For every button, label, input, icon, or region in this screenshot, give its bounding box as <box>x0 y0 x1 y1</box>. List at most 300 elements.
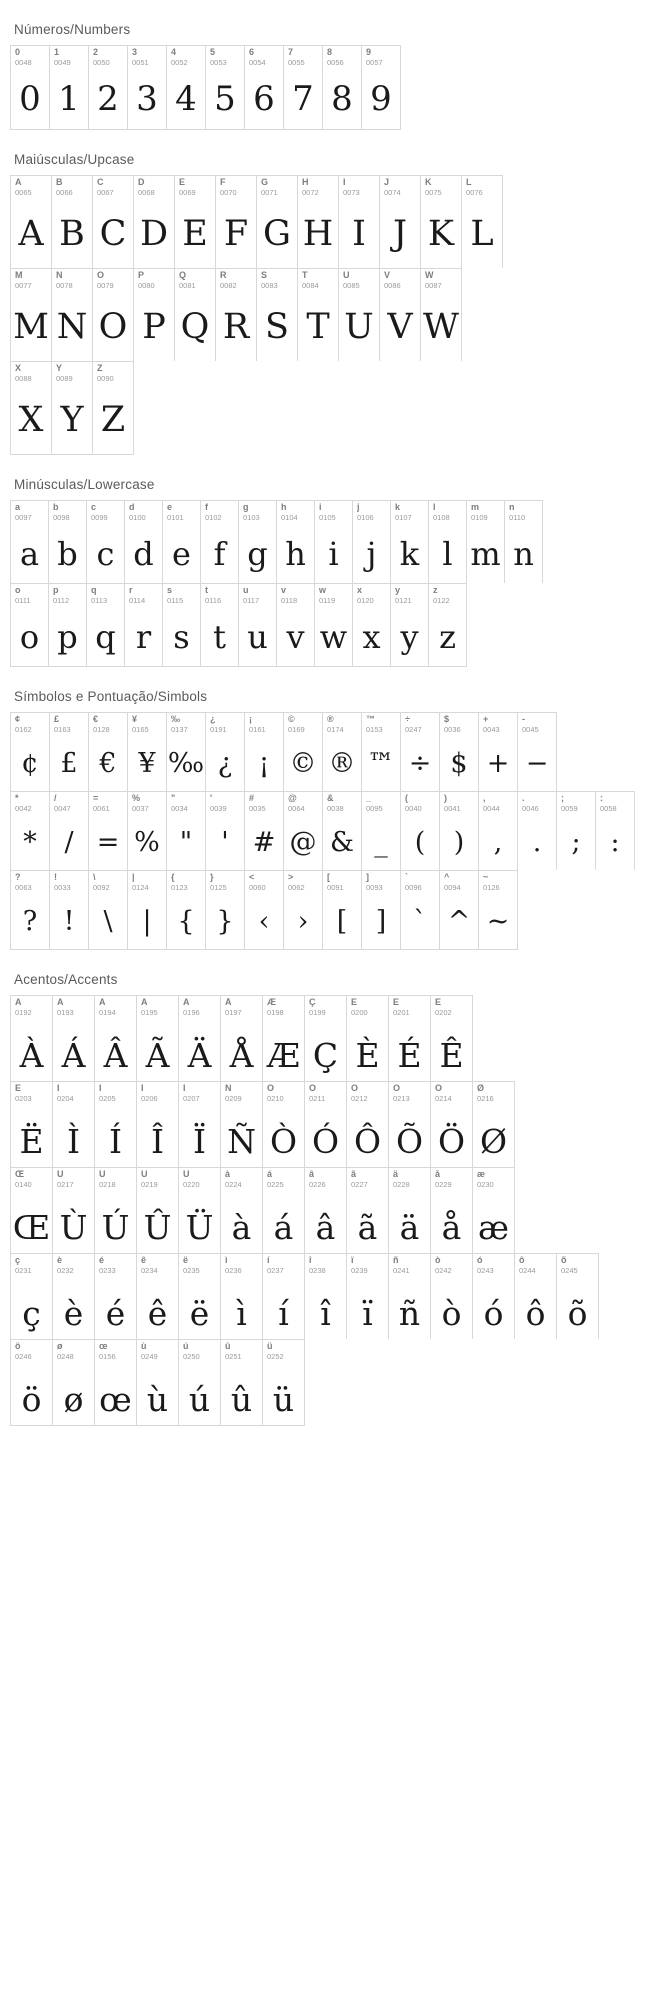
glyph-header <box>479 713 517 736</box>
glyph-preview: T <box>306 306 330 347</box>
glyph-cell[interactable] <box>134 269 175 361</box>
glyph-code: 0053 <box>210 59 227 67</box>
glyph-name: < <box>249 873 255 882</box>
glyph-cell[interactable] <box>125 584 163 666</box>
glyph-header <box>89 792 127 815</box>
glyph-cell[interactable] <box>53 1168 95 1253</box>
glyph-cell[interactable] <box>362 46 401 129</box>
glyph-cell[interactable] <box>305 1168 347 1253</box>
glyph-code: 0214 <box>435 1095 452 1103</box>
glyph-code: 0093 <box>366 884 383 892</box>
glyph-code: 0083 <box>261 282 278 290</box>
glyph-preview: ú <box>188 1380 211 1419</box>
glyph-cell[interactable] <box>263 1254 305 1339</box>
glyph-cell[interactable] <box>137 1254 179 1339</box>
glyph-preview: Ò <box>269 1122 298 1161</box>
glyph-cell[interactable] <box>201 584 239 666</box>
glyph-cell[interactable] <box>206 871 245 949</box>
glyph-cell[interactable] <box>128 713 167 791</box>
glyph-preview: Ë <box>19 1122 44 1161</box>
glyph-code: 0192 <box>15 1009 32 1017</box>
glyph-header <box>391 501 428 524</box>
glyph-cell[interactable] <box>362 871 401 949</box>
glyph-code: 0112 <box>53 597 70 605</box>
glyph-cell[interactable] <box>128 871 167 949</box>
glyph-cell[interactable] <box>87 584 125 666</box>
glyph-name: $ <box>444 715 450 724</box>
glyph-name: Ü <box>183 1170 190 1179</box>
glyph-preview: d <box>133 534 154 573</box>
glyph-cell[interactable] <box>305 996 347 1081</box>
glyph-cell[interactable] <box>167 46 206 129</box>
glyph-cell[interactable] <box>284 871 323 949</box>
glyph-name: a <box>15 503 21 512</box>
glyph-cell[interactable] <box>479 792 518 870</box>
glyph-cell[interactable] <box>50 871 89 949</box>
glyph-cell[interactable] <box>284 713 323 791</box>
glyph-cell[interactable] <box>50 46 89 129</box>
glyph-cell[interactable] <box>347 996 389 1081</box>
glyph-cell[interactable] <box>53 996 95 1081</box>
glyph-cell[interactable] <box>239 584 277 666</box>
glyph-cell[interactable] <box>95 1340 137 1425</box>
glyph-cell[interactable] <box>179 1340 221 1425</box>
glyph-code: 0226 <box>309 1181 326 1189</box>
glyph-header <box>206 713 244 736</box>
glyph-preview: ì <box>236 1294 247 1333</box>
glyph-cell[interactable] <box>380 269 421 361</box>
glyph-cell[interactable] <box>298 176 339 268</box>
glyph-preview: ; <box>571 827 581 858</box>
glyph-name: ã <box>351 1170 357 1179</box>
glyph-cell[interactable] <box>305 1254 347 1339</box>
glyph-cell[interactable] <box>134 176 175 268</box>
glyph-code: 0062 <box>288 884 305 892</box>
glyph-preview: á <box>273 1208 294 1247</box>
glyph-cell[interactable] <box>429 584 467 666</box>
glyph-cell[interactable] <box>49 584 87 666</box>
glyph-name: u <box>243 586 249 595</box>
glyph-preview: o <box>19 617 40 656</box>
glyph-name: n <box>509 503 515 512</box>
glyph-header <box>128 792 166 815</box>
glyph-cell[interactable] <box>347 1254 389 1339</box>
glyph-code: 0089 <box>56 375 73 383</box>
glyph-row <box>10 268 462 361</box>
glyph-cell[interactable] <box>347 1168 389 1253</box>
glyph-cell[interactable] <box>245 871 284 949</box>
glyph-code: 0042 <box>15 805 32 813</box>
glyph-cell[interactable] <box>315 584 353 666</box>
glyph-cell[interactable] <box>401 871 440 949</box>
glyph-cell[interactable] <box>245 713 284 791</box>
glyph-cell[interactable] <box>479 871 518 949</box>
glyph-cell[interactable] <box>163 584 201 666</box>
glyph-name: ~ <box>483 873 489 882</box>
glyph-preview: ë <box>189 1294 210 1333</box>
glyph-grid <box>0 175 661 455</box>
glyph-code: 0229 <box>435 1181 452 1189</box>
glyph-cell[interactable] <box>431 1082 473 1167</box>
glyph-cell[interactable] <box>245 792 284 870</box>
glyph-code: 0037 <box>132 805 149 813</box>
glyph-cell[interactable] <box>137 996 179 1081</box>
glyph-cell[interactable] <box>216 176 257 268</box>
glyph-cell[interactable] <box>11 1082 53 1167</box>
glyph-name: k <box>395 503 401 512</box>
glyph-cell[interactable] <box>277 584 315 666</box>
glyph-cell[interactable] <box>53 1082 95 1167</box>
glyph-cell[interactable] <box>505 501 543 583</box>
glyph-cell[interactable] <box>93 176 134 268</box>
glyph-header <box>380 176 420 199</box>
glyph-header <box>52 269 92 292</box>
glyph-cell[interactable] <box>95 1168 137 1253</box>
glyph-cell[interactable] <box>95 1082 137 1167</box>
glyph-cell[interactable] <box>89 792 128 870</box>
glyph-code: 0034 <box>171 805 188 813</box>
glyph-cell[interactable] <box>53 1340 95 1425</box>
glyph-cell[interactable] <box>515 1254 557 1339</box>
glyph-header <box>201 501 238 524</box>
glyph-cell[interactable] <box>93 269 134 361</box>
glyph-cell[interactable] <box>221 1168 263 1253</box>
glyph-code: 0163 <box>54 726 71 734</box>
glyph-header <box>163 501 200 524</box>
glyph-name: } <box>210 873 214 882</box>
glyph-cell[interactable] <box>473 1168 515 1253</box>
glyph-name: ç <box>15 1256 21 1265</box>
glyph-cell[interactable] <box>362 792 401 870</box>
glyph-preview: . <box>532 827 542 858</box>
glyph-cell[interactable] <box>462 176 503 268</box>
glyph-header <box>221 1254 262 1277</box>
glyph-cell[interactable] <box>221 996 263 1081</box>
glyph-cell[interactable] <box>89 713 128 791</box>
glyph-cell[interactable] <box>128 46 167 129</box>
glyph-preview: Ï <box>192 1122 207 1161</box>
glyph-preview: 9 <box>370 79 392 119</box>
glyph-cell[interactable] <box>179 1082 221 1167</box>
glyph-cell[interactable] <box>137 1168 179 1253</box>
glyph-code: 0236 <box>225 1267 242 1275</box>
glyph-cell[interactable] <box>389 996 431 1081</box>
glyph-cell[interactable] <box>440 871 479 949</box>
glyph-name: E <box>179 178 186 187</box>
glyph-cell[interactable] <box>179 996 221 1081</box>
glyph-code: 0111 <box>15 597 31 605</box>
glyph-preview: ç <box>22 1294 41 1333</box>
glyph-header <box>175 176 215 199</box>
glyph-cell[interactable] <box>323 792 362 870</box>
glyph-name: f <box>205 503 208 512</box>
glyph-cell[interactable] <box>175 176 216 268</box>
glyph-cell[interactable] <box>11 792 50 870</box>
glyph-header <box>179 996 220 1019</box>
glyph-cell[interactable] <box>95 996 137 1081</box>
glyph-preview: A <box>18 213 44 254</box>
glyph-cell[interactable] <box>95 1254 137 1339</box>
glyph-cell[interactable] <box>221 1254 263 1339</box>
glyph-cell[interactable] <box>284 46 323 129</box>
glyph-header <box>284 871 322 894</box>
glyph-cell[interactable] <box>362 713 401 791</box>
glyph-cell[interactable] <box>440 713 479 791</box>
glyph-cell[interactable] <box>11 176 52 268</box>
glyph-cell[interactable] <box>440 792 479 870</box>
glyph-cell[interactable] <box>201 501 239 583</box>
glyph-name: J <box>384 178 390 187</box>
glyph-code: 0114 <box>129 597 146 605</box>
glyph-code: 0050 <box>93 59 110 67</box>
glyph-cell[interactable] <box>87 501 125 583</box>
glyph-cell[interactable] <box>305 1082 347 1167</box>
glyph-cell[interactable] <box>179 1168 221 1253</box>
glyph-name: x <box>357 586 363 595</box>
glyph-cell[interactable] <box>353 584 391 666</box>
glyph-cell[interactable] <box>11 996 53 1081</box>
glyph-preview: â <box>315 1208 336 1247</box>
glyph-code: 0059 <box>561 805 578 813</box>
glyph-preview: H <box>302 213 334 254</box>
glyph-cell[interactable] <box>11 713 50 791</box>
glyph-cell[interactable] <box>431 1254 473 1339</box>
glyph-cell[interactable] <box>163 501 201 583</box>
glyph-name: N <box>56 271 63 280</box>
glyph-cell[interactable] <box>137 1082 179 1167</box>
glyph-cell[interactable] <box>257 176 298 268</box>
glyph-cell[interactable] <box>206 713 245 791</box>
glyph-cell[interactable] <box>431 1168 473 1253</box>
glyph-code: 0040 <box>405 805 422 813</box>
glyph-cell[interactable] <box>216 269 257 361</box>
glyph-name: â <box>309 1170 315 1179</box>
glyph-cell[interactable] <box>391 584 429 666</box>
glyph-preview: | <box>142 906 152 937</box>
glyph-cell[interactable] <box>52 176 93 268</box>
glyph-header <box>421 269 461 292</box>
glyph-cell[interactable] <box>50 713 89 791</box>
glyph-cell[interactable] <box>89 46 128 129</box>
glyph-cell[interactable] <box>298 269 339 361</box>
glyph-header <box>52 176 92 199</box>
glyph-cell[interactable] <box>93 362 134 454</box>
glyph-name: U <box>343 271 350 280</box>
glyph-preview: Y <box>60 399 84 440</box>
glyph-cell[interactable] <box>245 46 284 129</box>
glyph-header <box>263 1082 304 1105</box>
glyph-cell[interactable] <box>479 713 518 791</box>
glyph-cell[interactable] <box>315 501 353 583</box>
glyph-cell[interactable] <box>125 501 163 583</box>
glyph-cell[interactable] <box>53 1254 95 1339</box>
glyph-section <box>0 455 661 667</box>
glyph-preview: 1 <box>58 79 80 119</box>
glyph-cell[interactable] <box>473 1254 515 1339</box>
glyph-cell[interactable] <box>206 792 245 870</box>
glyph-cell[interactable] <box>353 501 391 583</box>
glyph-cell[interactable] <box>389 1168 431 1253</box>
glyph-code: 0055 <box>288 59 305 67</box>
glyph-name: G <box>261 178 269 187</box>
glyph-name: Í <box>99 1084 102 1093</box>
glyph-preview: À <box>19 1036 44 1075</box>
glyph-header <box>362 792 400 815</box>
glyph-preview: e <box>172 534 191 573</box>
glyph-name: ä <box>393 1170 399 1179</box>
glyph-code: 0101 <box>167 514 184 522</box>
glyph-code: 0098 <box>53 514 70 522</box>
glyph-code: 0249 <box>141 1353 158 1361</box>
glyph-cell[interactable] <box>206 46 245 129</box>
glyph-header <box>347 1254 388 1277</box>
glyph-cell[interactable] <box>263 996 305 1081</box>
glyph-code: 0196 <box>183 1009 200 1017</box>
glyph-code: 0203 <box>15 1095 32 1103</box>
glyph-name: ó <box>477 1256 483 1265</box>
glyph-code: 0140 <box>15 1181 32 1189</box>
glyph-preview: − <box>525 748 549 779</box>
glyph-cell[interactable] <box>339 176 380 268</box>
section-title: Números/Numbers <box>14 22 131 37</box>
glyph-name: - <box>522 715 525 724</box>
glyph-cell[interactable] <box>518 792 557 870</box>
glyph-preview: P <box>142 306 166 347</box>
glyph-header <box>206 871 244 894</box>
glyph-cell[interactable] <box>421 269 462 361</box>
glyph-cell[interactable] <box>52 362 93 454</box>
glyph-preview: Ñ <box>227 1122 256 1161</box>
glyph-cell[interactable] <box>323 46 362 129</box>
glyph-preview: G <box>263 213 291 254</box>
glyph-cell[interactable] <box>401 792 440 870</box>
glyph-cell[interactable] <box>389 1254 431 1339</box>
glyph-name: C <box>97 178 104 187</box>
glyph-code: 0161 <box>249 726 266 734</box>
glyph-name: 5 <box>210 48 216 57</box>
glyph-cell[interactable] <box>380 176 421 268</box>
glyph-preview: = <box>96 827 120 858</box>
glyph-header <box>380 269 420 292</box>
glyph-preview: ` <box>413 906 427 937</box>
glyph-cell[interactable] <box>11 269 52 361</box>
glyph-cell[interactable] <box>50 792 89 870</box>
glyph-cell[interactable] <box>277 501 315 583</box>
glyph-cell[interactable] <box>11 46 50 129</box>
glyph-cell[interactable] <box>221 1340 263 1425</box>
glyph-code: 0234 <box>141 1267 158 1275</box>
glyph-cell[interactable] <box>137 1340 179 1425</box>
glyph-preview: } <box>216 906 234 937</box>
glyph-cell[interactable] <box>128 792 167 870</box>
glyph-cell[interactable] <box>391 501 429 583</box>
glyph-cell[interactable] <box>11 501 49 583</box>
glyph-cell[interactable] <box>323 713 362 791</box>
glyph-cell[interactable] <box>284 792 323 870</box>
glyph-cell[interactable] <box>11 1168 53 1253</box>
glyph-header <box>421 176 461 199</box>
glyph-cell[interactable] <box>263 1340 305 1425</box>
glyph-cell[interactable] <box>596 792 635 870</box>
glyph-header <box>284 792 322 815</box>
glyph-cell[interactable] <box>11 1340 53 1425</box>
glyph-cell[interactable] <box>347 1082 389 1167</box>
glyph-cell[interactable] <box>11 362 52 454</box>
glyph-cell[interactable] <box>175 269 216 361</box>
glyph-cell[interactable] <box>557 792 596 870</box>
glyph-cell[interactable] <box>518 713 557 791</box>
glyph-header <box>401 713 439 736</box>
glyph-header <box>245 46 283 69</box>
glyph-cell[interactable] <box>263 1168 305 1253</box>
glyph-header <box>53 1082 94 1105</box>
glyph-cell[interactable] <box>167 792 206 870</box>
glyph-code: 0061 <box>93 805 110 813</box>
glyph-name: , <box>483 794 486 803</box>
glyph-name: v <box>281 586 287 595</box>
glyph-cell[interactable] <box>52 269 93 361</box>
glyph-cell[interactable] <box>473 1082 515 1167</box>
glyph-header <box>347 996 388 1019</box>
glyph-preview: k <box>399 534 420 573</box>
glyph-header <box>277 584 314 607</box>
section-title: Símbolos e Pontuação/Simbols <box>14 689 208 704</box>
glyph-cell[interactable] <box>239 501 277 583</box>
glyph-name: ¢ <box>15 715 21 724</box>
glyph-cell[interactable] <box>11 871 50 949</box>
glyph-cell[interactable] <box>323 871 362 949</box>
glyph-name: æ <box>477 1170 486 1179</box>
glyph-cell[interactable] <box>339 269 380 361</box>
glyph-cell[interactable] <box>221 1082 263 1167</box>
glyph-preview: È <box>355 1036 380 1075</box>
glyph-cell[interactable] <box>167 871 206 949</box>
glyph-name: ë <box>183 1256 189 1265</box>
glyph-cell[interactable] <box>429 501 467 583</box>
glyph-cell[interactable] <box>263 1082 305 1167</box>
glyph-cell[interactable] <box>421 176 462 268</box>
glyph-header <box>339 176 379 199</box>
glyph-name: Å <box>225 998 232 1007</box>
glyph-header <box>128 46 166 69</box>
glyph-cell[interactable] <box>557 1254 599 1339</box>
glyph-cell[interactable] <box>467 501 505 583</box>
glyph-cell[interactable] <box>11 1254 53 1339</box>
glyph-cell[interactable] <box>389 1082 431 1167</box>
glyph-cell[interactable] <box>11 584 49 666</box>
glyph-code: 0232 <box>57 1267 74 1275</box>
glyph-cell[interactable] <box>49 501 87 583</box>
glyph-code: 0156 <box>99 1353 116 1361</box>
glyph-cell[interactable] <box>431 996 473 1081</box>
glyph-cell[interactable] <box>89 871 128 949</box>
glyph-code: 0095 <box>366 805 383 813</box>
glyph-header <box>473 1082 514 1105</box>
glyph-cell[interactable] <box>179 1254 221 1339</box>
glyph-cell[interactable] <box>401 713 440 791</box>
glyph-cell[interactable] <box>167 713 206 791</box>
glyph-name: " <box>171 794 176 803</box>
glyph-header <box>479 871 517 894</box>
glyph-header <box>347 1082 388 1105</box>
glyph-name: 2 <box>93 48 99 57</box>
glyph-header <box>89 871 127 894</box>
glyph-header <box>440 713 478 736</box>
glyph-name: œ <box>99 1342 108 1351</box>
glyph-name: Ø <box>477 1084 485 1093</box>
glyph-cell[interactable] <box>257 269 298 361</box>
glyph-preview: é <box>105 1294 126 1333</box>
